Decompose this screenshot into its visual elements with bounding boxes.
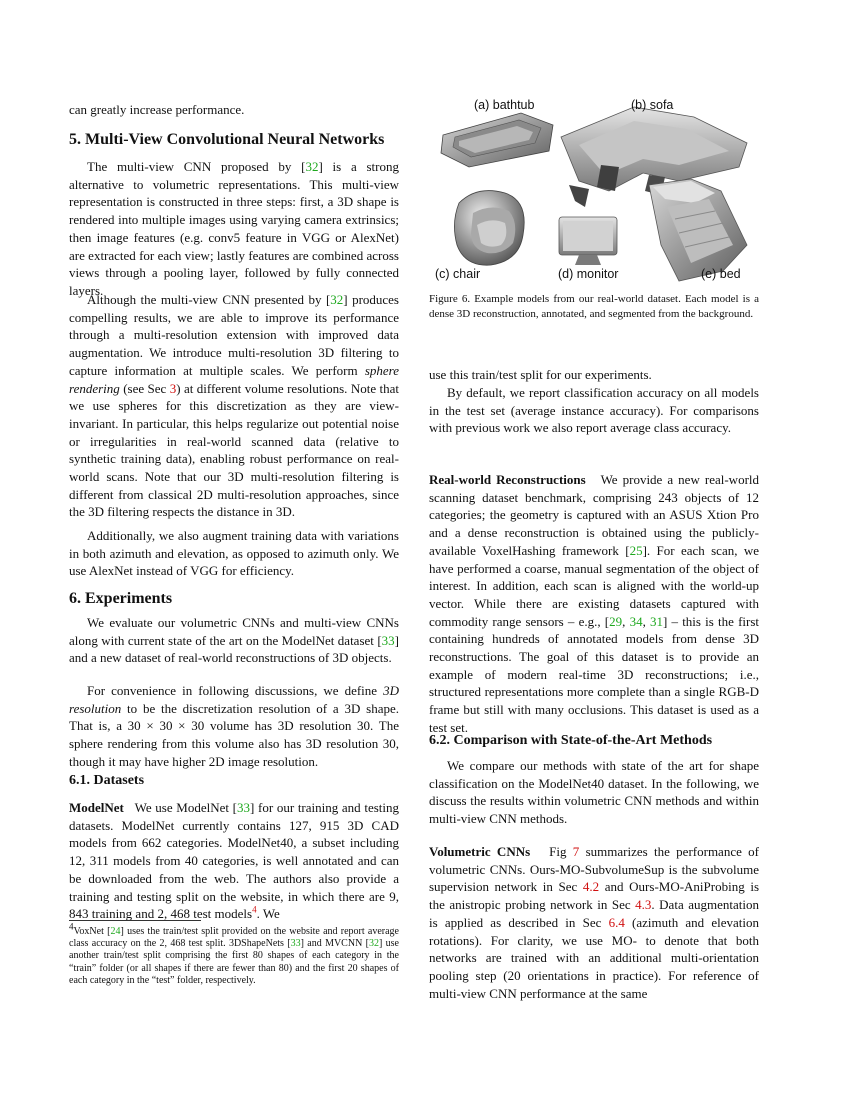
section-reference-link[interactable]: 4.3 — [635, 897, 652, 913]
label-chair: (c) chair — [435, 267, 481, 281]
citation-link[interactable]: 32 — [330, 292, 344, 307]
volumetric-cnns-paragraph: Volumetric CNNs Fig 7 summarizes the performance of volumetric CNNs. Ours-MO-SubvolumeSup is the subvolume supervision network in Sec 4.2 and Ours-MO-AniProbing is the anistropic probing network in Sec 4.3. Data augmentation is applied as described in Sec 6.4 (azimuth and elevation rotations). For clarity, we use MO- to denote that both networks are trained with an additional multi-orientation pooling step (20 orientations in practice). For reference of multi-view CNN performance at the same — [429, 844, 760, 1001]
section-reference-link[interactable]: 6.4 — [608, 914, 625, 930]
section-5-paragraph-1: The multi-view CNN proposed by [32] is a strong alternative to volumetric representations. This multi-view representation is constructed in three steps: first, a 3D shape is rendered into multiple images using varying camera extrinsics; then image features (e.g. conv5 feature in VGG or AlexNet) are extracted for each view; lastly features are combined across views through a pooling layer, followed by fully connected layers. — [69, 159, 399, 298]
figure-6-renderings — [429, 95, 759, 290]
section-6-paragraph-2: For convenience in following discussions, we define 3D resolution to be the discretization resolution of a 3D shape. That is, a 30 × 30 × 30 volume has 3D resolution 30. The sphere rendering from this volume also has 3D resolution 30, though it may have higher 2D image resolution. — [69, 683, 399, 769]
modelnet-paragraph: ModelNet We use ModelNet [33] for our training and testing datasets. ModelNet currently contains 127, 915 3D CAD models from 662 categories. ModelNet40, a subset including 12, 311 models from 40 categories, is well annotated and can be downloaded from the web. The authors also provide a training and testing split on the website, in which there are 9, 843 training and 2, 468 test models$^4$. We — [69, 800, 400, 922]
citation-link[interactable]: 32 — [305, 159, 319, 174]
subsection-6-2-heading: 6.2. Comparison with State-of-the-Art Methods — [429, 733, 713, 748]
monitor-render — [559, 217, 617, 265]
accuracy-paragraph: By default, we report classification accuracy on all models in the test set (average instance accuracy). For comparisons with previous work we also report average class accuracy. — [429, 385, 759, 436]
citation-link[interactable]: 29 — [609, 613, 623, 629]
section-6-paragraph-1: We evaluate our volumetric CNNs and multi-view CNNs along with current state of the art on the ModelNet dataset [33] and a new dataset of real-world reconstructions of 3D objects. — [69, 615, 399, 666]
section-5-paragraph-2: Although the multi-view CNN presented by [32] produces compelling results, we are able to improve its performance through a multi-resolution extension with improved data augmentation. We introduce multi-resolution 3D filtering to capture information at multiple scales. We perform sphere rendering (see Sec 3) at different volume resolutions. Note that we use spheres for this discretization as they are view-invariant. In particular, this helps regularize out potential noise or irregularities in real-world scanned data (relative to synthetic training data), enabling robust performance on real-world scans. Note that our 3D multi-resolution filtering is different from classical 2D multi-resolution approaches, since the 3D filtering respects the distance in 3D. — [69, 292, 399, 520]
citation-link[interactable]: 24 — [110, 926, 121, 937]
section-reference-link[interactable]: 3 — [169, 380, 177, 396]
footnote-divider — [69, 920, 201, 921]
bathtub-render — [441, 113, 553, 167]
label-sofa: (b) sofa — [631, 98, 674, 112]
section-6-heading: 6. Experiments — [69, 590, 173, 607]
figure-6-caption: Figure 6. Example models from our real-world dataset. Each model is a dense 3D reconstruction, annotated, and segmented from the background. — [429, 293, 759, 320]
footnote-marker[interactable]: 4 — [252, 904, 257, 915]
figure-6 — [429, 95, 759, 290]
real-world-paragraph: Real-world Reconstructions We provide a new real-world scanning dataset benchmark, comprising 243 objects of 12 categories; the geometry is captured with an ASUS Xtion Pro and a dense reconstruction is obtained using the publicly-available VoxelHashing framework [25]. For each scan, we have performed a coarse, manual segmentation of the object of interest. In addition, each scan is aligned with the world-up vector. While there are existing datasets captured with commodity range sensors – e.g., [29, 34, 31] – this is the first containing hundreds of annotated models from dense 3D reconstructions. The goal of this dataset is to provide an example of modern real-time 3D reconstructions; i.e., structured representations more complete than a single RGB-D frame but still with many occlusions. This dataset is used as a test set. — [429, 472, 760, 735]
section-5-paragraph-3: Additionally, we also augment training data with variations in both azimuth and elevation, as opposed to azimuth only. We use AlexNet instead of VGG for efficiency. — [69, 528, 399, 579]
label-monitor: (d) monitor — [558, 267, 619, 281]
subsection-6-1-heading: 6.1. Datasets — [69, 773, 145, 788]
label-bed: (e) bed — [701, 267, 741, 281]
section-reference-link[interactable]: 4.2 — [582, 879, 600, 895]
citation-link[interactable]: 33 — [237, 800, 250, 815]
section-5-heading: 5. Multi-View Convolutional Neural Networks — [69, 131, 385, 148]
citation-link[interactable]: 33 — [290, 938, 301, 950]
paragraph-continuation: can greatly increase performance. — [69, 102, 245, 117]
paragraph-continuation: use this train/test split for our experiments. — [429, 367, 652, 382]
citation-link[interactable]: 34 — [629, 613, 643, 629]
chair-render — [454, 191, 524, 266]
citation-link[interactable]: 32 — [368, 938, 379, 950]
citation-link[interactable]: 33 — [381, 632, 395, 648]
citation-link[interactable]: 25 — [629, 542, 643, 558]
label-bathtub: (a) bathtub — [474, 98, 535, 112]
comparison-paragraph: We compare our methods with state of the art for shape classification on the ModelNet40 dataset. In the following, we discuss the results within volumetric CNN methods and within multi-view CNN methods. — [429, 758, 759, 827]
figure-reference-link[interactable]: 7 — [572, 844, 580, 859]
footnote-4: $^4$VoxNet [24] uses the train/test split provided on the website and report average class accuracy on the 2, 468 test split. 3DShapeNets [33] and MVCNN [32] use another train/test split comprising the first 80 shapes of each category in the “train” folder (or all shapes if there are fewer than 80) and the first 20 shapes of each category in the “test” folder, respectively. — [69, 921, 400, 986]
bed-render — [649, 179, 747, 281]
citation-link[interactable]: 31 — [650, 613, 663, 629]
